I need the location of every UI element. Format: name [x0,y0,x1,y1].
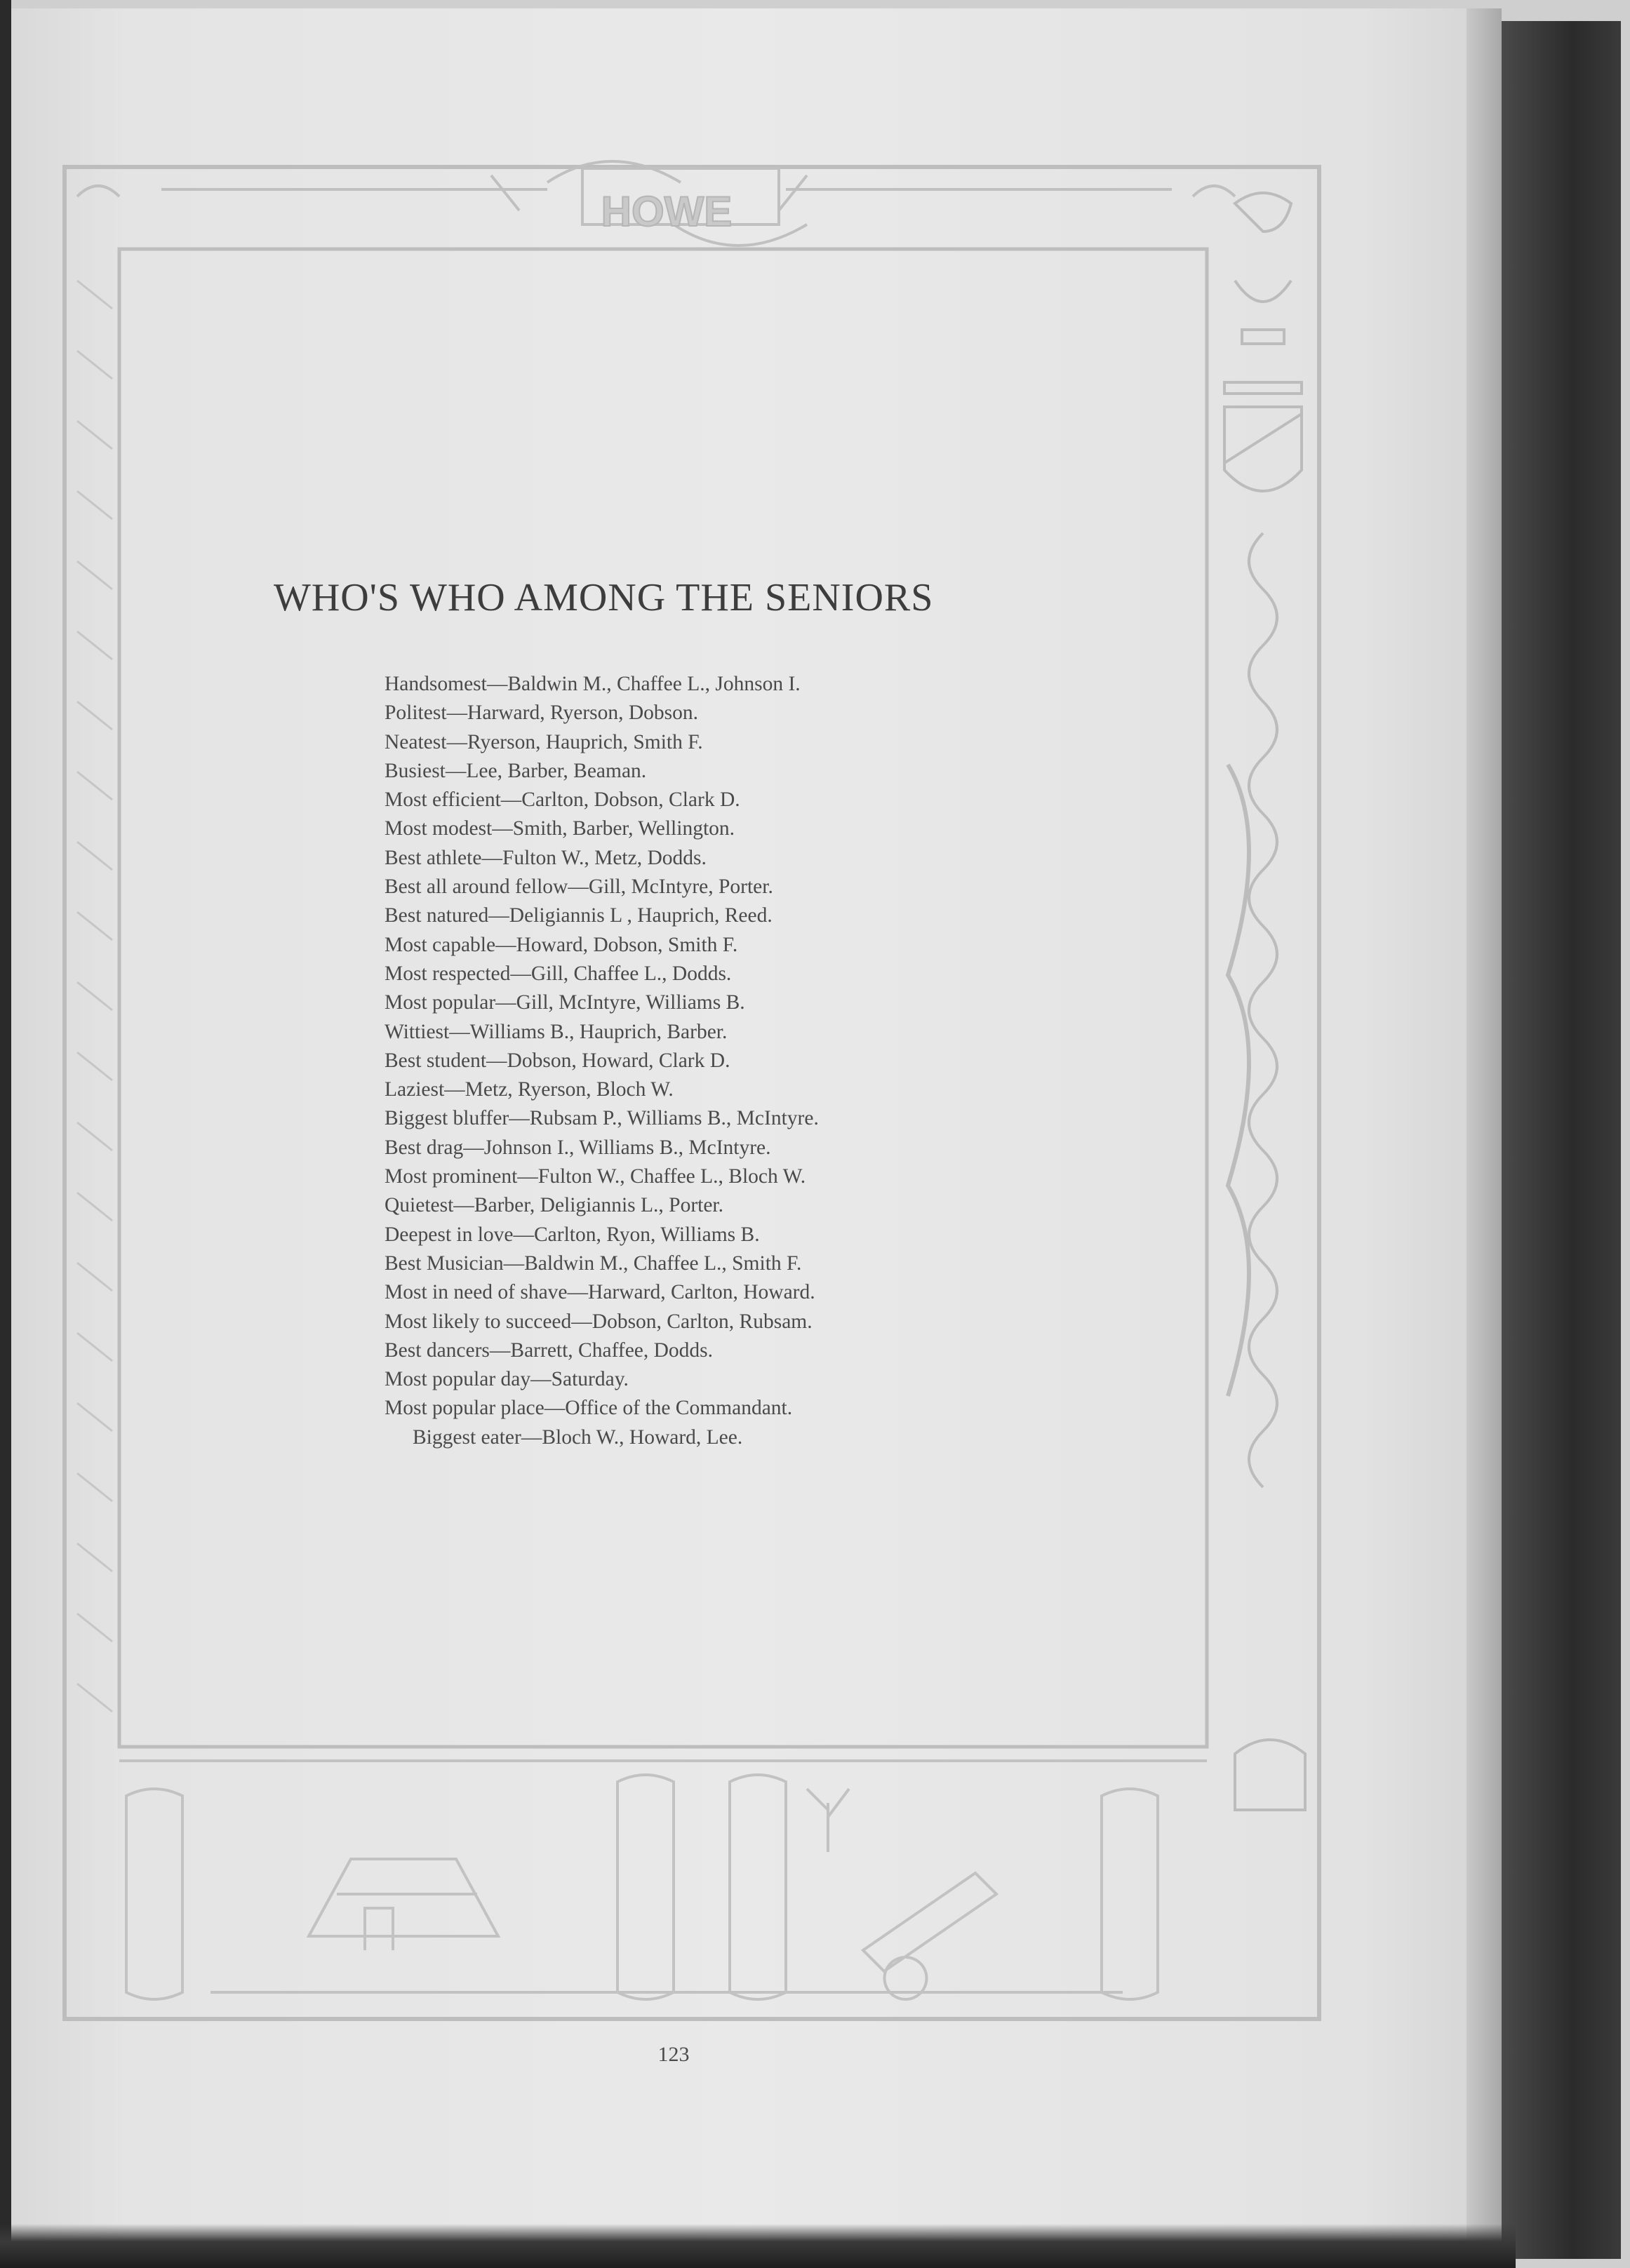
scan-bottom-edge [0,2224,1516,2268]
crown-icon [1235,281,1291,344]
award-entry: Most likely to succeed—Dobson, Carlton, Rubsam. [385,1310,813,1333]
award-entry: Most prominent—Fulton W., Chaffee L., Bloch W. [385,1165,806,1188]
award-entry: Handsomest—Baldwin M., Chaffee L., Johnson I. [385,673,801,695]
award-entry: Deepest in love—Carlton, Ryon, Williams B. [385,1223,760,1246]
award-entry: Biggest bluffer—Rubsam P., Williams B., McIntyre. [385,1107,819,1130]
award-entry: Best athlete—Fulton W., Metz, Dodds. [385,846,707,869]
award-entry: Most popular—Gill, McIntyre, Williams B. [385,991,745,1014]
left-ornament-band [77,281,112,1712]
laurel-vine-icon [1249,533,1277,1487]
left-scroll-icon [126,1789,182,1999]
senior-awards-list [385,670,1058,1452]
award-entry: Best Musician—Baldwin M., Chaffee L., Smith F. [385,1252,802,1275]
page-title: WHO'S WHO AMONG THE SENIORS [274,576,934,619]
banner-text: HOWE [601,188,733,235]
award-entry: Best dancers—Barrett, Chaffee, Dodds. [385,1338,714,1362]
award-entry: Most popular place—Office of the Commandant. [385,1397,793,1420]
award-entry: Best natured—Deligiannis L , Hauprich, Reed. [385,904,773,927]
award-entry: Wittiest—Williams B., Hauprich, Barber. [385,1020,728,1043]
award-entry: Most in need of shave—Harward, Carlton, Howard. [385,1281,815,1304]
cannon-scene-icon [807,1789,996,1999]
page-number: 123 [657,2043,690,2066]
right-scroll-icon [1102,1789,1158,1999]
award-entry: Best all around fellow—Gill, McIntyre, Porter. [385,875,773,899]
shield-crest-icon [1224,407,1302,491]
award-entry: Best drag—Johnson I., Williams B., McIntyre. [385,1136,771,1159]
award-entry: Laziest—Metz, Ryerson, Bloch W. [385,1078,674,1101]
scroll-ornament-icon [1235,193,1291,232]
bottom-vignette [119,1761,1207,1999]
award-entry: Biggest eater—Bloch W., Howard, Lee. [413,1425,743,1449]
ribbon-icon [1228,765,1249,1396]
urn-icon [1235,1740,1305,1810]
award-entry: Most modest—Smith, Barber, Wellington. [385,817,735,840]
award-entry: Quietest—Barber, Deligiannis L., Porter. [385,1194,724,1217]
award-entry: Best student—Dobson, Howard, Clark D. [385,1049,730,1072]
award-entry: Most efficient—Carlton, Dobson, Clark D. [385,789,740,812]
center-scrolls-icon [617,1775,786,1999]
award-entry: Busiest—Lee, Barber, Beaman. [385,759,647,782]
award-entry: Most popular day—Saturday. [385,1368,629,1391]
award-entry: Most respected—Gill, Chaffee L., Dodds. [385,962,732,985]
award-entry: Most capable—Howard, Dobson, Smith F. [385,933,738,956]
house-scene-icon [309,1859,498,1950]
right-ornament-band [1224,193,1305,1810]
award-entry: Neatest—Ryerson, Hauprich, Smith F. [385,730,703,753]
award-entry: Politest—Harward, Ryerson, Dobson. [385,702,699,725]
